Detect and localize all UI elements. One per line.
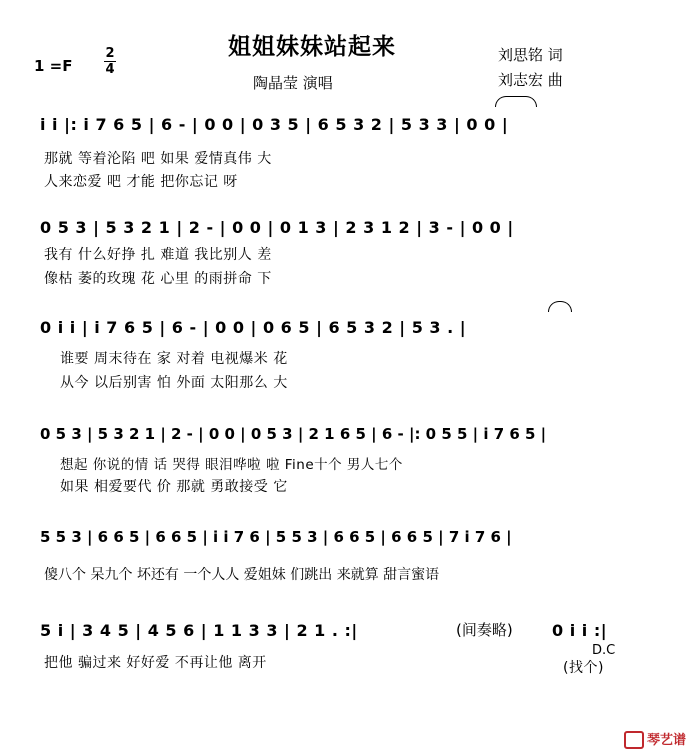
lyricist-credit: 刘思铭 词 bbox=[498, 46, 563, 64]
song-title: 姐姐妹妹站起来 bbox=[228, 34, 396, 60]
tail-notes: 0 i i :| bbox=[552, 621, 608, 640]
notes-line: 0 5 3 | 5 3 2 1 | 2 - | 0 0 | 0 1 3 | 2 3 1 2 | 3 - | 0 0 | bbox=[40, 218, 514, 237]
time-signature-top: 2 bbox=[105, 46, 115, 61]
notes-line: 0 i i | i 7 6 5 | 6 - | 0 0 | 0 6 5 | 6 5 3 2 | 5 3 . | bbox=[40, 318, 467, 337]
lyric-line-verse-1: 把他 骗过来 好好爱 不再让他 离开 bbox=[44, 655, 267, 671]
staff-system-1 bbox=[40, 102, 630, 144]
time-signature-bottom: 4 bbox=[105, 62, 115, 77]
key-signature: 1 =F bbox=[34, 57, 73, 75]
composer-credit: 刘志宏 曲 bbox=[498, 71, 563, 89]
notes-line: i i |: i 7 6 5 | 6 - | 0 0 | 0 3 5 | 6 5 3 2 | 5 3 3 | 0 0 | bbox=[40, 115, 509, 134]
staff-system-2 bbox=[40, 205, 630, 247]
lyric-line-verse-1: 想起 你说的情 话 哭得 眼泪哗啦 啦 Fine十个 男人七个 bbox=[60, 457, 403, 473]
notes-line: 5 5 3 | 6 6 5 | 6 6 5 | i i 7 6 | 5 5 3 | 6 6 5 | 6 6 5 | 7 i 7 6 | bbox=[40, 528, 512, 546]
interlude-note: (间奏略) bbox=[456, 621, 513, 639]
lyric-line-verse-1: 那就 等着沦陷 吧 如果 爱情真伟 大 bbox=[44, 151, 272, 167]
notes-line: 5 i | 3 4 5 | 4 5 6 | 1 1 3 3 | 2 1 . :| bbox=[40, 621, 358, 640]
notes-line: 0 5 3 | 5 3 2 1 | 2 - | 0 0 | 0 5 3 | 2 1 6 5 | 6 - |: 0 5 5 | i 7 6 5 | bbox=[40, 425, 547, 443]
lyric-line-verse-1: 我有 什么好挣 扎 难道 我比别人 差 bbox=[44, 247, 272, 263]
lyric-line-verse-2: 从今 以后别害 怕 外面 太阳那么 大 bbox=[60, 375, 288, 391]
lyric-line-verse-1: 谁要 周末待在 家 对着 电视爆米 花 bbox=[60, 351, 288, 367]
singer-credit: 陶晶莹 演唱 bbox=[253, 74, 333, 92]
dc-marking: D.C bbox=[592, 643, 616, 658]
watermark-logo bbox=[624, 729, 686, 750]
lyric-line-verse-2: 像枯 萎的玫瑰 花 心里 的雨拼命 下 bbox=[44, 271, 272, 287]
logo-icon bbox=[624, 731, 644, 749]
staff-system-6 bbox=[40, 608, 630, 650]
time-signature bbox=[103, 47, 117, 76]
lyric-line-verse-2: 人来恋爱 吧 才能 把你忘记 呀 bbox=[44, 174, 238, 190]
watermark-text: 琴艺谱 bbox=[646, 732, 686, 748]
tie-mark bbox=[495, 96, 537, 107]
lyric-line-verse-2: 如果 相爱要代 价 那就 勇敢接受 它 bbox=[60, 479, 288, 495]
staff-system-3 bbox=[40, 305, 630, 347]
tie-mark bbox=[548, 301, 572, 312]
staff-system-4 bbox=[40, 412, 630, 454]
lyric-line-verse-1: 傻八个 呆九个 坏还有 一个人人 爱姐妹 们跳出 来就算 甜言蜜语 bbox=[44, 567, 440, 583]
tail-lyric: (找个) bbox=[563, 660, 604, 676]
staff-system-5 bbox=[40, 515, 630, 557]
